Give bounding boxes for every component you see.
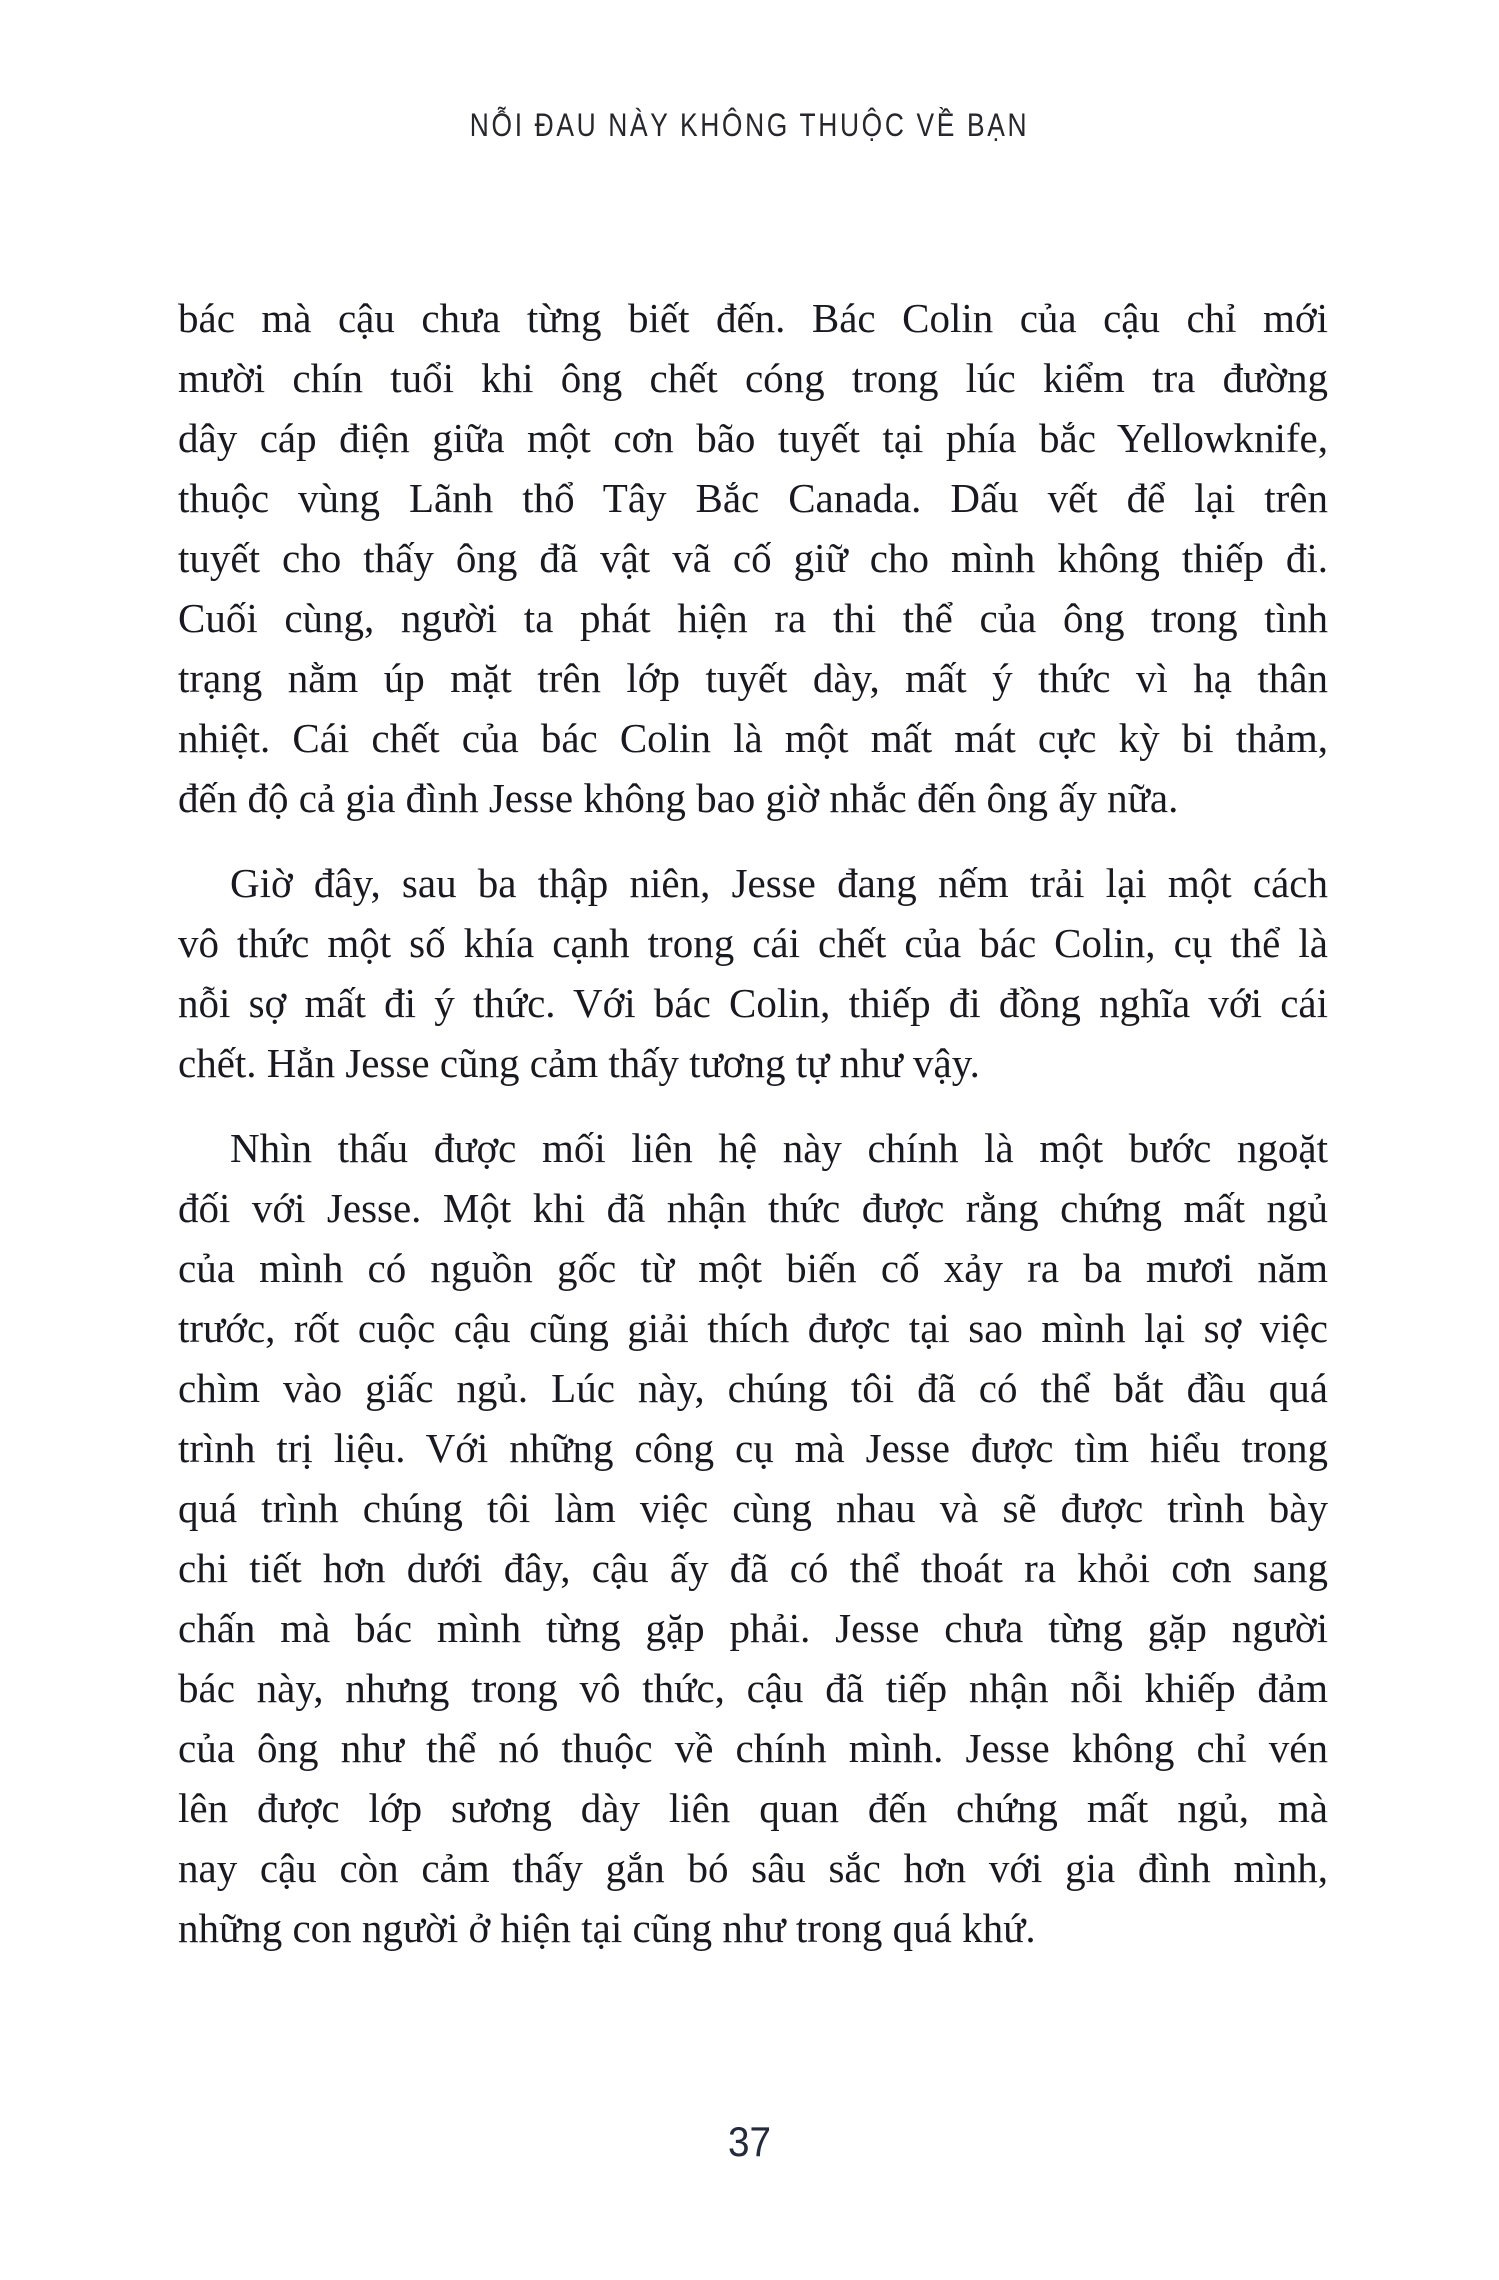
text-line: chi tiết hơn dưới đây, cậu ấy đã có thể thoát ra khỏi cơn sang [178, 1545, 1328, 1591]
text-line: chấn mà bác mình từng gặp phải. Jesse chưa từng gặp người [178, 1605, 1328, 1651]
text-line: của mình có nguồn gốc từ một biến cố xảy ra ba mươi năm [178, 1245, 1328, 1291]
text-line: chìm vào giấc ngủ. Lúc này, chúng tôi đã có thể bắt đầu quá [178, 1365, 1328, 1411]
text-line: tuyết cho thấy ông đã vật vã cố giữ cho mình không thiếp đi. [178, 535, 1328, 581]
text-line: nhiệt. Cái chết của bác Colin là một mất mát cực kỳ bi thảm, [178, 715, 1328, 761]
text-line: bác mà cậu chưa từng biết đến. Bác Colin của cậu chỉ mới [178, 295, 1328, 341]
text-line: dây cáp điện giữa một cơn bão tuyết tại phía bắc Yellowknife, [178, 415, 1328, 461]
paragraph [178, 1118, 1328, 1958]
text-line: những con người ở hiện tại cũng như trong quá khứ. [178, 1905, 1036, 1951]
text-line: trạng nằm úp mặt trên lớp tuyết dày, mất ý thức vì hạ thân [178, 655, 1328, 701]
text-line: mười chín tuổi khi ông chết cóng trong lúc kiểm tra đường [178, 355, 1328, 401]
text-line: chết. Hẳn Jesse cũng cảm thấy tương tự như vậy. [178, 1040, 980, 1086]
text-line: nay cậu còn cảm thấy gắn bó sâu sắc hơn với gia đình mình, [178, 1845, 1328, 1891]
text-line: quá trình chúng tôi làm việc cùng nhau và sẽ được trình bày [178, 1485, 1328, 1531]
text-line: đến độ cả gia đình Jesse không bao giờ nhắc đến ông ấy nữa. [178, 775, 1179, 821]
text-line: bác này, nhưng trong vô thức, cậu đã tiếp nhận nỗi khiếp đảm [178, 1665, 1328, 1711]
text-line: Nhìn thấu được mối liên hệ này chính là một bước ngoặt [230, 1125, 1328, 1171]
text-line: đối với Jesse. Một khi đã nhận thức được rằng chứng mất ngủ [178, 1185, 1328, 1231]
text-line: nỗi sợ mất đi ý thức. Với bác Colin, thiếp đi đồng nghĩa với cái [178, 980, 1328, 1026]
paragraph [178, 288, 1328, 828]
text-line: thuộc vùng Lãnh thổ Tây Bắc Canada. Dấu vết để lại trên [178, 475, 1328, 521]
text-line: trước, rốt cuộc cậu cũng giải thích được tại sao mình lại sợ việc [178, 1305, 1328, 1351]
text-line: Giờ đây, sau ba thập niên, Jesse đang nếm trải lại một cách [230, 860, 1328, 906]
text-line: trình trị liệu. Với những công cụ mà Jesse được tìm hiểu trong [178, 1425, 1328, 1471]
text-line: Cuối cùng, người ta phát hiện ra thi thể của ông trong tình [178, 595, 1328, 641]
text-line: vô thức một số khía cạnh trong cái chết của bác Colin, cụ thể là [178, 920, 1328, 966]
paragraph [178, 853, 1328, 1093]
text-line: của ông như thể nó thuộc về chính mình. Jesse không chỉ vén [178, 1725, 1328, 1771]
page-body [178, 288, 1328, 1958]
page-number: 37 [728, 2118, 771, 2165]
text-line: lên được lớp sương dày liên quan đến chứng mất ngủ, mà [178, 1785, 1328, 1831]
running-header: NỖI ĐAU NÀY KHÔNG THUỘC VỀ BẠN [469, 108, 1030, 144]
